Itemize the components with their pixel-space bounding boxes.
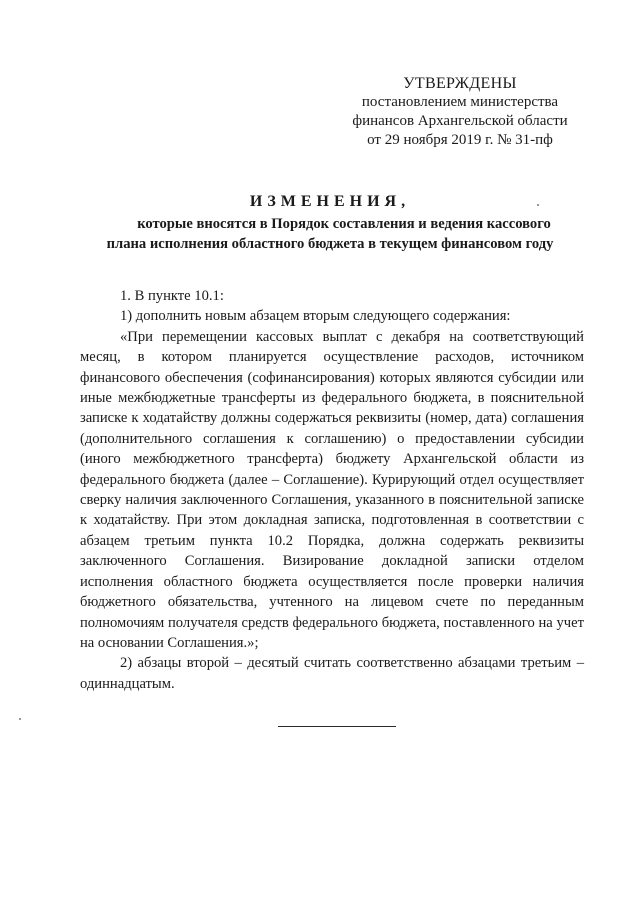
paragraph-subitem-2: 2) абзацы второй – десятый считать соответственно абзацами третьим – одиннадцатым. [80, 655, 584, 692]
approval-line-1: постановлением министерства [361, 94, 559, 110]
approval-line-3: от 29 ноября 2019 г. № 31-пф [367, 132, 553, 148]
document-body [80, 286, 584, 694]
paragraph-subitem-1: 1) дополнить новым абзацем вторым следующего содержания: [120, 308, 511, 325]
approval-stamp [352, 74, 568, 150]
end-separator-line [278, 726, 396, 727]
approval-heading: УТВЕРЖДЕНЫ [403, 75, 517, 92]
scan-margin-dot [537, 204, 539, 206]
document-title-block [80, 190, 580, 254]
document-title: ИЗМЕНЕНИЯ, [249, 193, 411, 210]
document-subtitle-line-1: которые вносятся в Порядок составления и ведения кассового [137, 216, 551, 232]
paragraph-quoted-amendment: «При перемещении кассовых выплат с декабря на соответствующий месяц, в котором планируется осуществление расходов, источником финансового обеспечения (софинансирования) которых являются субсидии или иные межбюджетные трансферты из федерального бюджета, в пояснительной записке к ходатайству должны содержаться реквизиты (номер, дата) соглашения (дополнительного соглашения к соглашению) о предоставлении субсидии (иного межбюджетного трансферта) бюджету Архангельской области из федерального бюджета (далее – Соглашение). Курирующий отдел осуществляет сверку наличия заключенного Соглашения, указанного в пояснительной записке к ходатайству. При этом докладная записка, подготовленная в соответствии с абзацем третьим пункта 10.2 Порядка, должна содержать реквизиты заключенного Соглашения. Визирование докладной записки отделом исполнения областного бюджета осуществляется после проверки наличия бюджетного обязательства, учтенного на лицевом счете по переданным полномочиям получателя средств федерального бюджета, поставленного на учет на основании Соглашения.»; [80, 328, 584, 651]
approval-line-2: финансов Архангельской области [352, 113, 568, 129]
scan-margin-dot [19, 718, 21, 720]
paragraph-item-1: 1. В пункте 10.1: [120, 288, 224, 304]
document-subtitle-line-2: плана исполнения областного бюджета в текущем финансовом году [106, 236, 554, 252]
